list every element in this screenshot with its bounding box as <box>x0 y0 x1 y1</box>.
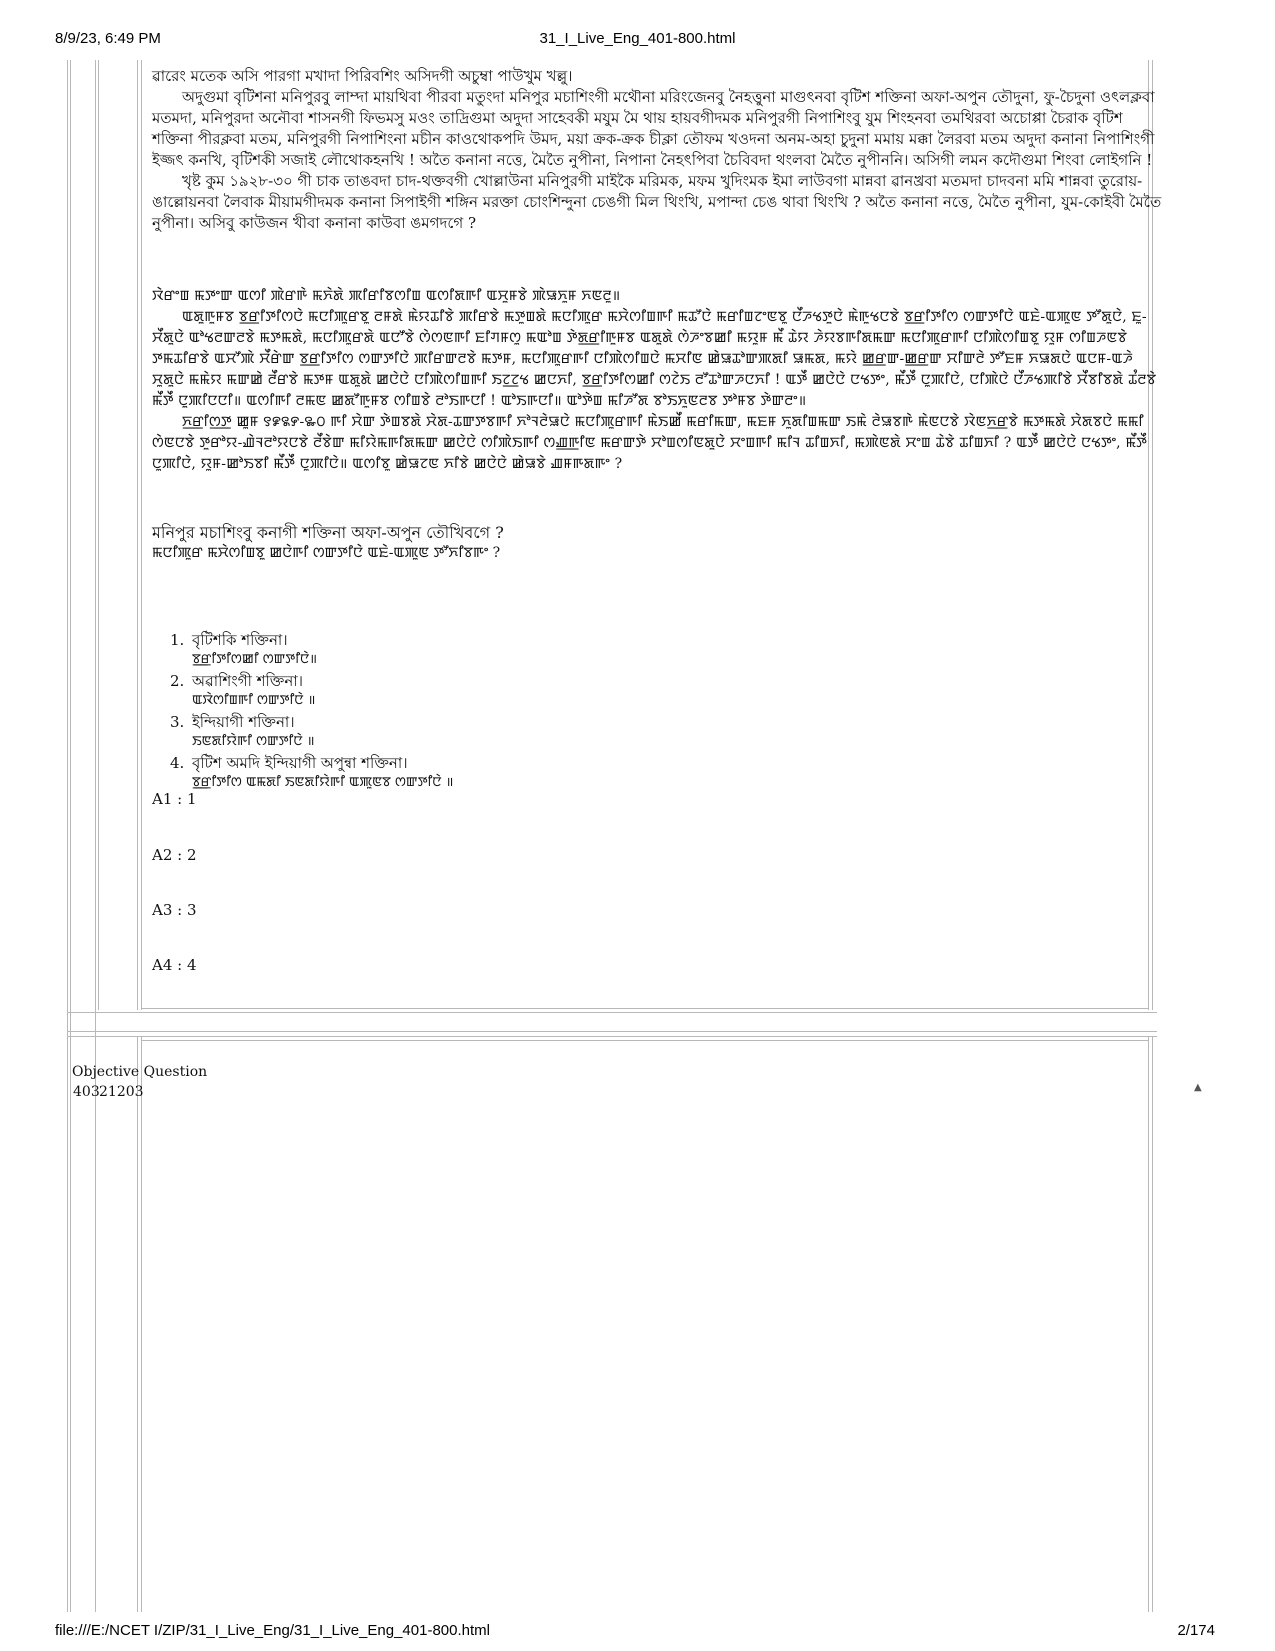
next-row-col-5 <box>1152 1036 1153 1612</box>
next-row-col-3 <box>141 1036 142 1612</box>
option-text: ইন্দিয়াগী শক্তিনা। <box>192 713 295 731</box>
option-item <box>170 630 453 670</box>
print-page-number: 2/174 <box>1177 1622 1215 1639</box>
print-footer <box>0 1622 1275 1644</box>
answer-key-1: A1 : 1 <box>152 790 197 808</box>
content-border-bottom <box>141 1008 1149 1009</box>
passage-line-0: ৱারেং মতেক অসি পারগা মখাদা পিরিবশিং অসিদগী অচুম্বা পাউখুম খল্লু। <box>152 67 573 85</box>
table-col-divider-4 <box>141 60 142 1010</box>
passage-paragraph-1: অদুগুমা বৃটিশনা মনিপুরবু লাম্দা মায়থিবা পীরবা মতুংদা মনিপুর মচাশিংগী মথৌনা মরিংজেনবু নৈহত্তুনা মাগুৎনবা বৃটিশ শক্তিনা অফা-অপুন তৌদুনা, ফু-চৈদুনা ওৎলক্লবা মতমদা, মনিপুরদা অনৌবা শাসনগী ফিভমসু মওং তাদ্রিগুমা অদুদা সাহেবকী মযুম মৈ থায় হায়বগীদমক মনিপুরগী নিপাশিংবু যুম শিংহনবা তমথিরবা অচোপ্পা চৈরাক বৃটিশ শক্তিনা পীরক্লবা মতম, মনিপুরগী নিপাশিংনা মচীন কাওথোকপদি উমদ, ময়া ক্রক-ক্রক চীক্লা তৌফম খওদনা অনম-অহা চুদুনা মমায় মক্কা লৈরবা মতম অদুদা কনানা নিপাশিংগী ইজ্জৎ কনখি, বৃটিশকী সজাই লৌথোকহনখি ! অতৈ কনানা নত্তে, মৈতৈ নুপীনা, নিপানা নৈহৎপিবা চৈবিবদা থংলবা মৈতৈ নুপীননি। অসিগী লমন কদৌগুমা শিংবা লোইগনি ! <box>152 88 1155 169</box>
next-row-inner-top <box>141 1040 1149 1041</box>
option-number: 3. <box>170 713 185 731</box>
question-text-meitei: ꯃꯅꯤꯄꯨꯔ ꯃꯆꯥꯁꯤꯡꯕꯨ ꯀꯅꯥꯒꯤ ꯁꯛꯇꯤꯅꯥ ꯑꯐꯥ-ꯑꯄꯨꯟ ꯇꯧꯈꯤꯕꯒꯦ ? <box>152 545 501 561</box>
table-col-divider-2 <box>98 60 99 1010</box>
table-col-divider-3 <box>137 60 138 1010</box>
question-type-label: Objective Question <box>72 1064 208 1080</box>
option-number: 1. <box>170 631 185 649</box>
row-divider-label <box>67 1031 1157 1032</box>
next-row-col-1 <box>95 1036 96 1612</box>
next-row-col-2 <box>137 1036 138 1612</box>
option-item <box>170 753 453 793</box>
option-text: অৱাশিংগী শক্তিনা। <box>192 672 304 690</box>
next-row-top <box>67 1036 1157 1037</box>
table-border-left-inner <box>70 60 71 1612</box>
answer-key-4: A4 : 4 <box>152 956 197 974</box>
option-text-meitei: ꯕ꯭ꯔꯤꯇꯤꯁ ꯑꯃꯗꯤ ꯏꯟꯗꯤꯌꯥꯒꯤ ꯑꯄꯨꯟꯕ ꯁꯛꯇꯤꯅꯥ ॥ <box>192 775 454 790</box>
option-text: বৃটিশকি শক্তিনা। <box>192 631 288 649</box>
print-file-url: file:///E:/NCET I/ZIP/31_I_Live_Eng/31_I_Live_Eng_401-800.html <box>55 1622 490 1639</box>
option-item <box>170 712 453 752</box>
question-id: 21203 <box>99 1084 144 1100</box>
answer-key-3: A3 : 3 <box>152 901 197 919</box>
scroll-up-arrow-icon: ▲ <box>1194 1082 1202 1093</box>
next-row-col-4 <box>1148 1036 1149 1612</box>
print-title: 31_I_Live_Eng_401-800.html <box>539 30 736 47</box>
table-border-left-outer <box>67 60 68 1612</box>
option-number: 4. <box>170 754 185 772</box>
passage-meitei-paragraph-1: ꯑꯗꯨꯒꯨꯝꯕ ꯕ꯭ꯔꯤꯇꯤꯁꯅꯥ ꯃꯅꯤꯄꯨꯔꯕꯨ ꯂꯝꯗꯥ ꯃꯥꯌꯊꯤꯕꯥ ꯄꯤꯔꯕꯥ ꯃꯇꯨꯡꯗꯥ ꯃꯅꯤꯄꯨꯔ ꯃꯆꯥꯁꯤꯡꯒꯤ ꯃꯊꯧꯅꯥ ꯃꯔꯤꯡꯖꯦꯟꯕꯨ ꯅꯩꯍꯠꯇꯨꯅꯥ ꯃꯥꯒꯨꯠꯅꯕꯥ ꯕ꯭ꯔꯤꯇꯤꯁ ꯁꯛꯇꯤꯅꯥ ꯑꯐꯥ-ꯑꯄꯨꯟ ꯇꯧꯗꯨꯅꯥ, ꯐꯨ-ꯆꯩꯗꯨꯅꯥ ꯑꯣꯠꯂꯛꯂꯕꯥ ꯃꯇꯃꯗꯥ, ꯃꯅꯤꯄꯨꯔꯗꯥ ꯑꯅꯧꯕꯥ ꯁꯥꯁꯟꯒꯤ ꯐꯤꯚꯝꯁꯨ ꯃꯑꯣꯡ ꯇꯥꯗ꯭ꯔꯤꯒꯨꯝꯕ ꯑꯗꯨꯗꯥ ꯁꯥꯍꯦꯕꯀꯤ ꯃꯌꯨꯝ ꯃꯩ ꯊꯥꯌ ꯍꯥꯌꯕꯒꯤꯗꯃꯛ ꯃꯅꯤꯄꯨꯔꯒꯤ ꯅꯤꯄꯥꯁꯤꯡꯕꯨ ꯌꯨꯝ ꯁꯤꯡꯍꯟꯕꯥ ꯇꯃꯊꯤꯔꯕꯥ ꯑꯆꯧꯄꯥ ꯆꯩꯔꯥꯛ ꯕ꯭ꯔꯤꯇꯤꯁ ꯁꯛꯇꯤꯅꯥ ꯄꯤꯔꯛꯂꯕꯥ ꯃꯇꯝ, ꯃꯅꯤꯄꯨꯔꯒꯤ ꯅꯤꯄꯥꯁꯤꯡꯅꯥ ꯃꯆꯤꯟ ꯀꯥꯎꯊꯣꯛꯄꯗꯤ ꯎꯃꯗ, ꯃꯌꯥ ꯀ꯭ꯔꯛ-ꯀ꯭ꯔꯛ ꯆꯤꯛꯂꯥ ꯇꯧꯐꯝ ꯈꯎꯗꯅꯥ ꯑꯅꯝ-ꯑꯍꯥ ꯆꯨꯗꯨꯅꯥ ꯃꯃꯥꯌ ꯃꯛꯀꯥ ꯂꯩꯔꯕꯥ ꯃꯇꯝ ꯑꯗꯨꯗꯥ ꯀꯅꯥꯅꯥ ꯅꯤꯄꯥꯁꯤꯡꯒꯤ ꯏꯖ꯭ꯖꯠ ꯀꯅꯈꯤ, ꯕ꯭ꯔꯤꯇꯤꯁꯀꯤ ꯁꯖꯥꯏ ꯂꯧꯊꯣꯛꯍꯅꯈꯤ ! ꯑꯇꯩ ꯀꯅꯥꯅꯥ ꯅꯠꯇꯦ, ꯃꯩꯇꯩ ꯅꯨꯄꯤꯅꯥ, ꯅꯤꯄꯥꯅꯥ ꯅꯩꯍꯠꯄꯤꯕꯥ ꯆꯩꯕꯤꯕꯗꯥ ꯊꯪꯂꯕꯥ ꯃꯩꯇꯩ ꯅꯨꯄꯤꯅꯅꯤ॥ ꯑꯁꯤꯒꯤ ꯂꯃꯟ ꯀꯗꯧꯒꯨꯝꯕ ꯁꯤꯡꯕꯥ ꯂꯣꯏꯒꯅꯤ ! ꯑꯣꯏꯒꯅꯤ॥ ꯑꯣꯇꯥꯡ ꯃꯤꯍꯧꯗ ꯕꯣꯏꯈꯨꯟꯂꯕ ꯇꯣꯝꯕ ꯇꯥꯛꯂꯦ॥ <box>152 309 1157 409</box>
passage-meitei-line-0: ꯋꯥꯔꯦꯡ ꯃꯇꯦꯛ ꯑꯁꯤ ꯄꯥꯔꯒꯥ ꯃꯈꯥꯗꯥ ꯄꯤꯔꯤꯕꯁꯤꯡ ꯑꯁꯤꯗꯒꯤ ꯑꯆꯨꯝꯕꯥ ꯄꯥꯎꯈꯨꯝ ꯈꯟꯂꯨ॥ <box>152 288 621 304</box>
print-datetime: 8/9/23, 6:49 PM <box>55 30 161 47</box>
question-stem <box>152 523 1167 563</box>
reading-passage <box>152 66 1167 475</box>
option-text-meitei: ꯑꯋꯥꯁꯤꯡꯒꯤ ꯁꯛꯇꯤꯅꯥ ॥ <box>192 693 316 708</box>
option-text: বৃটিশ অমদি ইন্দিয়াগী অপুন্বা শক্তিনা। <box>192 754 408 772</box>
option-item <box>170 671 453 711</box>
answer-options <box>170 630 453 794</box>
passage-paragraph-2: খৃষ্ট কুম ১৯২৮-৩০ গী চাক তাঙবদা চাদ-থক্তবগী খোল্লাউনা মনিপুরগী মাইকৈ মরিমক, মফম খুদিংমক ইমা লাউবগা মান্নবা ৱানখ্রবা মতমদা চাদবনা মমি শান্নবা তুরোয়-ঙাল্লোয়নবা লৈবাক মীয়ামগীদমক কনানা সিপাইগী শঙ্গিন মরক্তা চোংশিন্দুনা চেঙগী মিল থিংখি, মপান্দা চেঙ থাবা থিংখি ? অতৈ কনানা নত্তে, মৈতৈ নুপীনা, যুম-কোইবী মৈতৈ নুপীনা। অসিবু কাউজন খীবা কনানা কাউবা ঙমগদগে ? <box>152 172 1162 232</box>
option-text-meitei: ꯕ꯭ꯔꯤꯇꯤꯁꯀꯤ ꯁꯛꯇꯤꯅꯥ॥ <box>192 652 318 667</box>
passage-meitei-paragraph-2: ꯈ꯭ꯔꯤꯁ꯭ꯇ ꯀꯨꯝ ꯱꯹꯲꯸-꯳꯰ ꯒꯤ ꯆꯥꯛ ꯇꯥꯡꯕꯗꯥ ꯆꯥꯗ-ꯊꯛꯇꯕꯒꯤ ꯈꯣꯜꯂꯥꯎꯅꯥ ꯃꯅꯤꯄꯨꯔꯒꯤ ꯃꯥꯏꯀꯩ ꯃꯔꯤꯃꯛ, ꯃꯐꯝ ꯈꯨꯗꯤꯡꯃꯛ ꯏꯃꯥ ꯂꯥꯎꯕꯒꯥ ꯃꯥꯟꯅꯕꯥ ꯋꯥꯟꯈ꯭ꯔꯕꯥ ꯃꯇꯃꯗꯥ ꯆꯥꯗꯕꯅꯥ ꯃꯃꯤ ꯁꯥꯟꯅꯕꯥ ꯇꯨꯔꯣꯌ-ꯉꯥꯜꯂꯣꯌꯅꯕꯥ ꯂꯩꯕꯥꯛ ꯃꯤꯌꯥꯃꯒꯤꯗꯃꯛ ꯀꯅꯥꯅꯥ ꯁꯤꯄꯥꯏꯒꯤ ꯁꯉ꯭ꯒꯤꯟ ꯃꯔꯛꯇꯥ ꯆꯣꯡꯁꯤꯟꯗꯨꯅꯥ ꯆꯦꯡꯒꯤ ꯃꯤꯜ ꯊꯤꯡꯈꯤ, ꯃꯄꯥꯟꯗꯥ ꯆꯦꯡ ꯊꯥꯕꯥ ꯊꯤꯡꯈꯤ ? ꯑꯇꯩ ꯀꯅꯥꯅꯥ ꯅꯠꯇꯦ, ꯃꯩꯇꯩ ꯅꯨꯄꯤꯅꯥ, ꯌꯨꯝ-ꯀꯣꯏꯕꯤ ꯃꯩꯇꯩ ꯅꯨꯄꯤꯅꯥ॥ ꯑꯁꯤꯕꯨ ꯀꯥꯎꯖꯟ ꯈꯤꯕꯥ ꯀꯅꯥꯅꯥ ꯀꯥꯎꯕꯥ ꯉꯝꯒꯗꯒꯦ ? <box>152 414 1148 472</box>
option-text-meitei: ꯏꯟꯗꯤꯌꯥꯒꯤ ꯁꯛꯇꯤꯅꯥ ॥ <box>192 734 315 749</box>
answer-key-2: A2 : 2 <box>152 846 197 864</box>
question-number: 403 <box>73 1084 100 1100</box>
print-header <box>0 30 1275 52</box>
row-divider <box>67 1012 1157 1013</box>
question-text: মনিপুর মচাশিংবু কনাগী শক্তিনা অফা-অপুন তৌখিবগে ? <box>152 523 504 542</box>
option-number: 2. <box>170 672 185 690</box>
